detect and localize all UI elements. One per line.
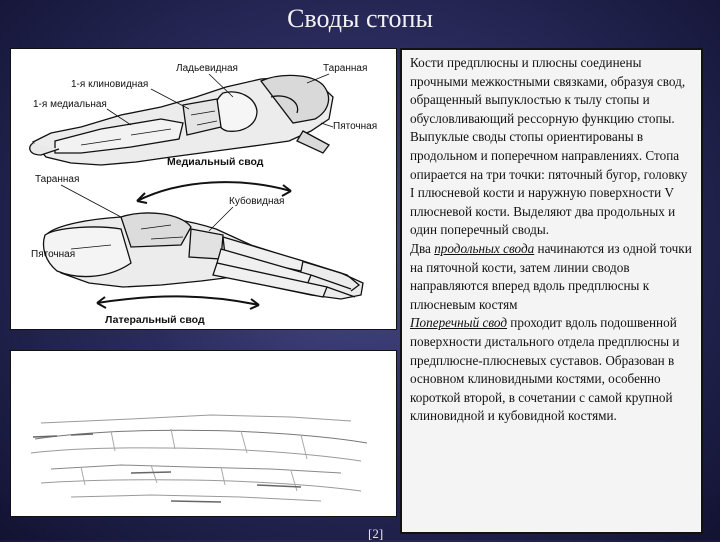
lateral-foot-drawing [44, 213, 364, 299]
lateral-arch-arrow [97, 296, 259, 309]
label-calcaneus-top: Пяточная [333, 121, 378, 132]
label-first-cuneiform: 1-я клиновидная [71, 79, 149, 90]
reference-number: [2] [368, 526, 384, 541]
label-navicular: Ладьевидная [176, 63, 238, 74]
label-medial-arch: Медиальный свод [167, 156, 264, 168]
transverse-arch-figure [10, 350, 397, 517]
term-transverse-arch: Поперечный свод [410, 315, 507, 331]
label-talus-bottom: Таранная [35, 174, 80, 185]
label-first-medial: 1-я медиальная [33, 99, 107, 110]
p3-text: проходит вдоль подошвенной поверхности дистального отдела предплюсны и предплюсне-плюсневых суставов. Образован в основном клиновидными костями, особенно короткой второй, в сочетании с самой крупной клиновидной и кубовидной костями. [410, 315, 680, 424]
foot-arches-illustration [10, 48, 397, 330]
term-longitudinal-arches: продольных свода [434, 240, 535, 256]
label-talus-top: Таранная [323, 63, 368, 74]
p2-prefix: Два [410, 240, 435, 256]
p2-text: начинаются из одной точки на пяточной кости, затем линии сводов направляются вперед вдоль предплюсны к плюсневым костям [410, 240, 692, 312]
label-cuboid: Кубовидная [229, 196, 285, 207]
faded-bone-sketch [31, 415, 367, 501]
paragraph-longitudinal-arches [410, 240, 695, 314]
description-text-panel [400, 48, 703, 534]
slide-title: Своды стопы [287, 4, 433, 33]
label-calcaneus-bottom: Пяточная [31, 249, 76, 260]
label-lateral-arch: Латеральный свод [105, 314, 205, 326]
paragraph-transverse-arch [410, 314, 695, 426]
paragraph-foot-structure: Кости предплюсны и плюсны соединены прочными межкостными связками, образуя свод, обращенный выпуклостью к тылу стопы и обусловливающий рессорную функцию стопы. Выпуклые своды стопы ориентированы в продольном и поперечном направлениях. Стопа опирается на три точки: пяточный бугор, головку I плюсневой кости и наружную поверхности V плюсневой кости. Выделяют два продольных и один поперечный своды. [410, 55, 688, 238]
